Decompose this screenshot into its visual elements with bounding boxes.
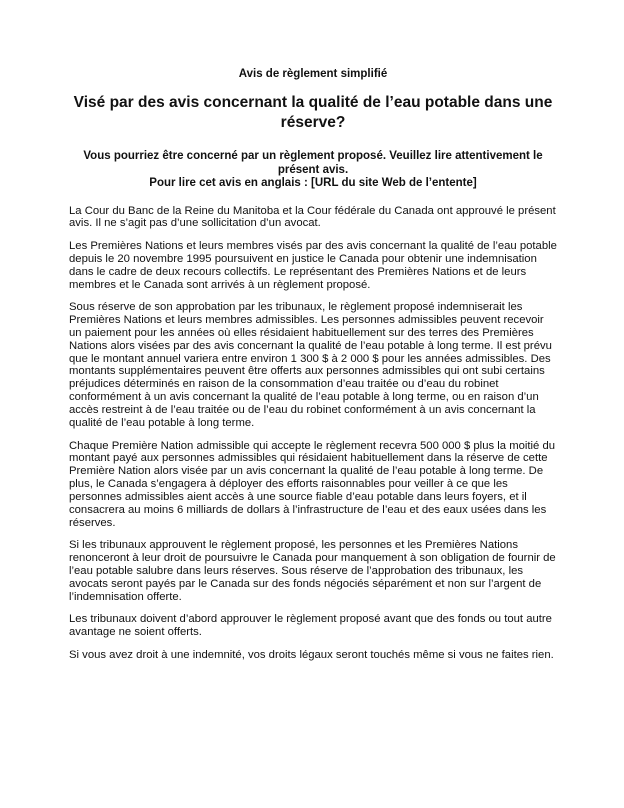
paragraph-rights-waiver: Si les tribunaux approuvent le règlement proposé, les personnes et les Premières Nations renonceront à leur droit de poursuivre le Canada pour manquement à son obligation de fournir de l’eau potable salubre dans leurs réserves. Sous réserve de l’approbation des tribunaux, les avocats seront payés par le Canada sur des fonds négociés séparément et non sur l’argent de l’indemnisation offerte. — [69, 539, 556, 603]
english-version-line: Pour lire cet avis en anglais : [URL du site Web de l’entente] — [149, 177, 477, 189]
document-kicker: Avis de règlement simplifié — [238, 68, 388, 80]
paragraph-first-nation-payment: Chaque Première Nation admissible qui accepte le règlement recevra 500 000 $ plus la moitié du montant payé aux personnes admissibles qui résidaient habituellement dans la réserve de cette Première Nation alors visée par un avis concernant la qualité de l’eau potable à long terme. De plus, le Canada s’engagera à déployer des efforts raisonnables pour veiller à ce que les personnes admissibles aient accès à une source fiable d’eau potable dans leurs foyers, et il consacrera au moins 6 milliards de dollars à l’infrastructure de l’eau et des eaux usées dans les réserves. — [69, 439, 556, 529]
document-body — [69, 205, 557, 662]
paragraph-court-approval-required: Les tribunaux doivent d’abord approuver le règlement proposé avant que des fonds ou tout autre avantage ne soient offerts. — [69, 613, 552, 639]
page-title: Visé par des avis concernant la qualité de l’eau potable dans une réserve? — [73, 94, 553, 131]
paragraph-class-actions: Les Premières Nations et leurs membres visés par des avis concernant la qualité de l’eau potable depuis le 20 novembre 1995 poursuivent en justice le Canada pour obtenir une indemnisation dans le cadre de deux recours collectifs. Le représentant des Premières Nations et de leurs membres et le Canada sont arrivés à un règlement proposé. — [69, 239, 557, 291]
paragraph-legal-rights-affected: Si vous avez droit à une indemnité, vos droits légaux seront touchés même si vous ne faites rien. — [69, 648, 554, 661]
notice-subtitle-block — [69, 150, 557, 191]
paragraph-compensation-details: Sous réserve de son approbation par les tribunaux, le règlement proposé indemniserait les Premières Nations et leurs membres admissibles. Les personnes admissibles peuvent recevoir un paiement pour les années où elles résidaient habituellement sur des terres des Premières Nations alors visées par des avis concernant la qualité de l’eau potable à long terme. Il est prévu que le montant annuel variera entre environ 1 300 $ à 2 000 $ pour les années admissibles. Des montants supplémentaires peuvent être offerts aux personnes admissibles qui ont subi certains préjudices déterminés en raison de la consommation d’eau traitée ou d’eau du robinet conformément à un avis concernant la qualité de l’eau potable à long terme, ou en raison d’un accès restreint à de l’eau traitée ou de l’eau du robinet conformément à un avis concernant la qualité de l’eau potable à long terme. — [69, 300, 552, 430]
paragraph-courts-approved: La Cour du Banc de la Reine du Manitoba et la Cour fédérale du Canada ont approuvé le présent avis. Il ne s’agit pas d’une sollicitation d’un avocat. — [69, 204, 556, 230]
subtitle-warning-text: Vous pourriez être concerné par un règlement proposé. Veuillez lire attentivement le présent avis. — [83, 150, 543, 176]
